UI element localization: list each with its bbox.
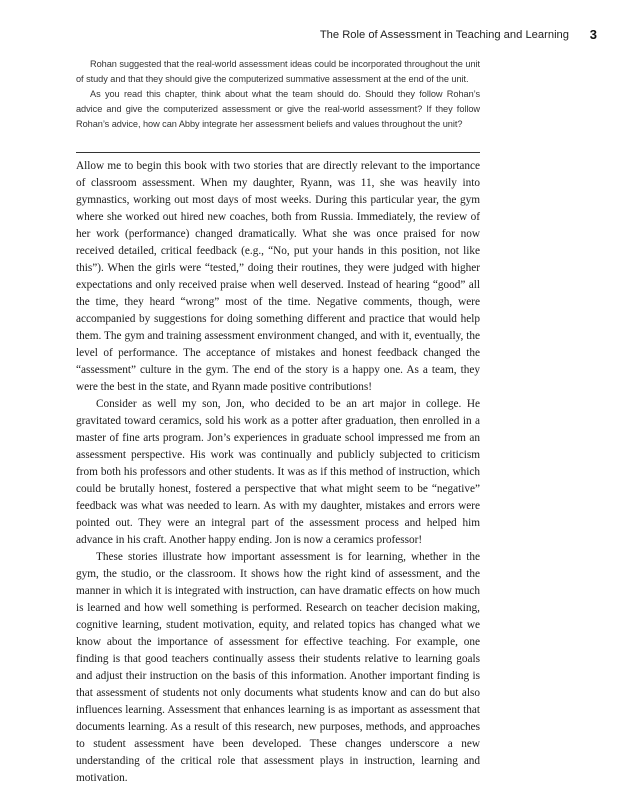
case-paragraph: Rohan suggested that the real-world assessment ideas could be incorporated throughout the unit of study and that they should give the computerized summative assessment at the end of the unit.: [76, 59, 480, 85]
case-paragraph: As you read this chapter, think about what the team should do. Should they follow Rohan’s advice and give the computerized assessment or give the real-world assessment? If they follow Rohan’s advice, how can Abby integrate her assessment beliefs and values throughout the unit?: [76, 89, 480, 130]
page-number: 3: [589, 27, 597, 42]
running-head: The Role of Assessment in Teaching and Learning: [319, 29, 569, 41]
case-study-excerpt: [76, 57, 480, 132]
section-divider: [76, 152, 480, 153]
body-text: [76, 158, 480, 787]
body-paragraph: Allow me to begin this book with two stories that are directly relevant to the importance of classroom assessment. When my daughter, Ryann, was 11, she was heavily into gymnastics, working out most days of most weeks. During this particular year, the gym where she worked out hired new coaches, both from Russia. Immediately, the review of her work (performance) changed dramatically. What she was once praised for now received detailed, critical feedback (e.g., “No, put your hands in this position, not like this”). When the girls were “tested,” doing their routines, they were judged with higher expectations and only received praise when well deserved. Instead of hearing “good” all the time, they heard “wrong” most of the time. Negative comments, though, were accompanied by suggestions for doing something different and practice that would help them. The gym and training assessment environment changed, and with it, eventually, the level of performance. The acceptance of mistakes and honest feedback changed the “assessment” culture in the gym. The end of the story is a happy one. As a team, they were the best in the state, and Ryann made positive contributions!: [76, 160, 480, 393]
page-header: [76, 28, 597, 46]
body-paragraph: Consider as well my son, Jon, who decided to be an art major in college. He gravitated toward ceramics, sold his work as a potter after graduation, then enrolled in a master of fine arts program. Jon’s experiences in graduate school impressed me from an assessment perspective. His work was continually and publicly subjected to criticism from both his professors and other students. It was as if this method of instruction, which could be brutally honest, fostered a perspective that what might seem to be “negative” feedback was what was needed to learn. As with my daughter, mistakes and errors were pointed out. They were an integral part of the assessment process and helped him advance in his craft. Another happy ending. Jon is now a ceramics professor!: [76, 398, 480, 546]
body-paragraph: These stories illustrate how important assessment is for learning, whether in the gym, the studio, or the classroom. It shows how the right kind of assessment, and the manner in which it is integrated with instruction, can have dramatic effects on how much is learned and how well something is performed. Research on teacher decision making, cognitive learning, student motivation, equity, and related topics has changed what we know about the importance of assessment for effective teaching. For example, one finding is that good teachers continually assess their students relative to learning goals and adjust their instruction on the basis of this information. Another important finding is that assessment of students not only documents what students know and can do but also influences learning. Assessment that enhances learning is as important as assessment that documents learning. As a result of this research, new purposes, methods, and approaches to student assessment have been developed. These changes underscore a new understanding of the critical role that assessment plays in instruction, learning and motivation.: [76, 551, 480, 784]
